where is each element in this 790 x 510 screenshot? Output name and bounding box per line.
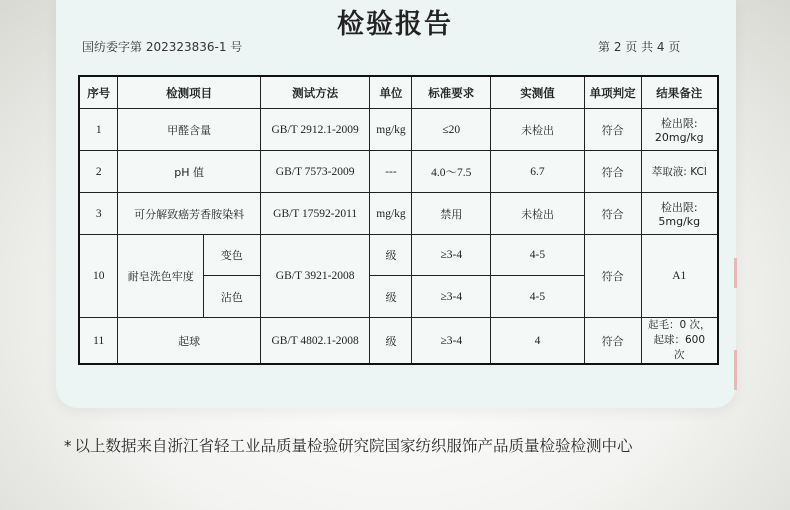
cell-subitem: 变色 [204,235,261,276]
cell-judgment: 符合 [584,235,641,318]
cell-method: GB/T 17592-2011 [260,193,370,235]
cell-no: 1 [79,109,118,151]
cell-unit: mg/kg [370,109,412,151]
remark-line: 5mg/kg [658,215,701,228]
cell-remarks: 萃取液: KCl [641,151,718,193]
page-indicator: 第 2 页 共 4 页 [598,40,681,54]
cell-method: GB/T 2912.1-2009 [260,109,370,151]
cell-remarks [641,109,718,151]
cell-judgment: 符合 [584,193,641,235]
cell-no: 3 [79,193,118,235]
asterisk-icon: * [64,437,72,455]
cell-measured: 4 [491,318,585,365]
cell-remarks [641,318,718,365]
source-footnote [64,434,633,456]
cell-measured: 4-5 [491,276,585,318]
header-measured: 实测值 [491,76,585,109]
cell-no: 10 [79,235,118,318]
remark-line: 次 [674,349,685,361]
cell-item: pH 值 [118,151,260,193]
remark-line: 起毛：0 次， [648,319,711,331]
cell-item: 甲醛含量 [118,109,260,151]
cell-requirement: ≥3-4 [412,276,491,318]
cell-subitem: 沾色 [204,276,261,318]
table-row [79,193,718,235]
header-method: 测试方法 [260,76,370,109]
cell-item: 可分解致癌芳香胺染料 [118,193,260,235]
cell-measured: 未检出 [491,193,585,235]
cell-measured: 未检出 [491,109,585,151]
cell-measured: 6.7 [491,151,585,193]
cell-remarks: A1 [641,235,718,318]
edge-mark [734,258,737,288]
table-row [79,151,718,193]
cell-requirement: ≥3-4 [412,318,491,365]
cell-judgment: 符合 [584,151,641,193]
cell-judgment: 符合 [584,109,641,151]
remark-line: 检出限: [660,117,698,130]
report-title: 检验报告 [337,9,453,40]
remark-line: 起球：600 [653,334,706,346]
cell-item: 起球 [118,318,260,365]
cell-requirement: ≤20 [412,109,491,151]
cell-item: 耐皂洗色牢度 [118,235,204,318]
cell-measured: 4-5 [491,235,585,276]
edge-mark [734,350,737,390]
cell-unit: --- [370,151,412,193]
table-row [79,235,718,276]
header-item: 检测项目 [118,76,260,109]
table-row [79,318,718,365]
report-reference-number: 国纺委字第 202323836-1 号 [82,40,243,54]
inspection-table [78,75,719,365]
cell-unit: 级 [370,276,412,318]
cell-remarks [641,193,718,235]
cell-unit: 级 [370,235,412,276]
cell-requirement: 4.0～7.5 [412,151,491,193]
cell-unit: mg/kg [370,193,412,235]
cell-requirement: 禁用 [412,193,491,235]
cell-judgment: 符合 [584,318,641,365]
remark-line: 检出限: [660,201,698,214]
header-remarks: 结果备注 [641,76,718,109]
cell-method: GB/T 4802.1-2008 [260,318,370,365]
cell-method: GB/T 3921-2008 [260,235,370,318]
table-row [79,109,718,151]
cell-requirement: ≥3-4 [412,235,491,276]
cell-no: 2 [79,151,118,193]
table-header-row [79,76,718,109]
cell-no: 11 [79,318,118,365]
cell-unit: 级 [370,318,412,365]
header-judgment: 单项判定 [584,76,641,109]
footnote-text: 以上数据来自浙江省轻工业品质量检验研究院国家纺织服饰产品质量检验检测中心 [74,437,633,455]
cell-method: GB/T 7573-2009 [260,151,370,193]
header-unit: 单位 [370,76,412,109]
remark-line: 20mg/kg [654,131,704,144]
header-requirement: 标准要求 [412,76,491,109]
header-no: 序号 [79,76,118,109]
